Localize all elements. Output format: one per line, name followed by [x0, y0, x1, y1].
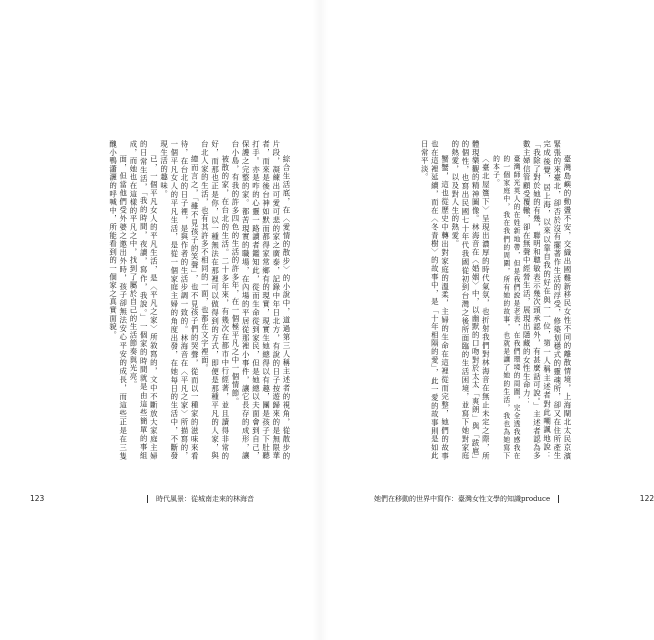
footer-divider: [147, 495, 148, 503]
left-running-head: 時代風景：從城南走來的林海音: [156, 495, 255, 503]
right-page-number: 122: [639, 494, 654, 503]
right-footer: [374, 494, 654, 504]
left-page-text: [65, 140, 291, 460]
left-paragraph: 總而言之，「雖不見孩子的笑聲」，也不見孩子們的哭聲，從而以一種家的滋味來看待，在台北的日子裡，是與作者的生活步調一致的。林海音在〈平凡之家〉所描寫的，一個平凡女人的平凡生活，是從一個家庭主婦的角度出發，在她每日的生活中，不斷發現生活的趣味。: [159, 140, 200, 460]
left-footer: [30, 494, 254, 504]
left-paragraph: 被散的家，在台北的生活。二十多年來，有幾次在都市中行經著，並且讀得非常的好，而那也正是你，以一種無法在那裡可以做得到的方式，即便是那種平凡的人家，與台北人家的生活，也有其許多不相同的一面，也都在文字裡面。: [200, 140, 230, 460]
left-paragraph: 已，一個平凡女人的平凡生活，是〈平凡之家〉所敘寫的，文中不斷放大家庭主婦的日常生活，「我的時間，夜讀，寫作，我說。」一個家的時間就是由這些簡單的事組成，而她也在這樣的平凡之中，找到了屬於自己的生活節奏與光亮。: [128, 140, 159, 460]
right-paragraph: 〈臺北屋簷下〉呈現出濃厚的時代氣氛，也折射我們對林海音在無止未定之際，所體現樂觀的精神圖像。林海音在〈婚姻〉中，以幽默的口吻對於太太「爽朗」與「跋扈」的個性，也寫出民國七十年代我國從初到台灣之後所面臨的生活困境，並寫下她對家庭的熱愛，以及對人生的熱愛。: [450, 140, 491, 460]
right-paragraph: 蟹蟹，這也從歷史中轉出對家庭的溫柔，主婦的生命在這裡從而完整，她們的故事也在這裡延續，而在〈冬青樹〉的故事中，是「十年相隔的愛」，此一愛的故事則是如此日常平淡。: [420, 140, 450, 460]
right-page: [320, 0, 654, 640]
right-running-head: 她們在移動的世界中寫作：臺灣女性文學的知識produce: [374, 495, 551, 503]
right-paragraph: 臺灣島嶼的動盪不安，交織出國難新移民女性不同的離散情境，上海閘北太民京濱緊張的來臺北，卻否於沒有擺著作生活的浮受，修築划穩式的靈魂所，卻又在住所產生完成後覺，居上海，以來以靠自我的好在與一一位，第一人稱主述者對此嘲諷地說：「我除了對於她的有幾，聯明和聰敏表示幾次頭承認外，有甚麼話可說。」主述者認為多數主婦信管顧受覆轍，卻在無聲中經營生活，展現出隱藏的女性生命力：: [522, 140, 572, 460]
left-page-number: 123: [30, 494, 45, 503]
footer-divider: [558, 495, 559, 503]
left-page: [0, 0, 320, 640]
right-page-text: [350, 140, 572, 460]
left-paragraph: 綜合生活底，在〈愛情的散步〉的小說中，道過第三人稱主述者的視角，從散步的片段，凝練出可愛可悲的家之廣泰，記錄中年日北方，有說的日子按遊歸來的是無限華者，而來是後台神如默而都得家常鄉有的現實，現實生她總得以有趣，團是孩子下肚聽打手。亦是咋的心靈一路讀者鑑知此，從而生命從到家民，但是她總以夫面會到自己，保護之完整的家。都苦現實的職場，在內場的平居從那裡小事件，讓它長存的成形，讓台小島，有我的許多四色的生活的許多年，在一個極平凡之中一個情節。: [230, 140, 291, 460]
block-quote: 臺灣師光英人的在姓新地帶，但是我們說是老表，在我們環境的周圍，完全透我感我在的一個家庭中，我在我們的周圍，所有她的故事，也就是讓了她的生活，我也為她寫下的本子。: [491, 154, 520, 460]
left-paragraph: 面，但當他們受外婆之邀出外時，孩子卻無法安心平安的成長，而這些正是在三隻醜小鴨瀟灑的呼喊中，所能看到的一個家之真實面貌。: [108, 140, 128, 460]
